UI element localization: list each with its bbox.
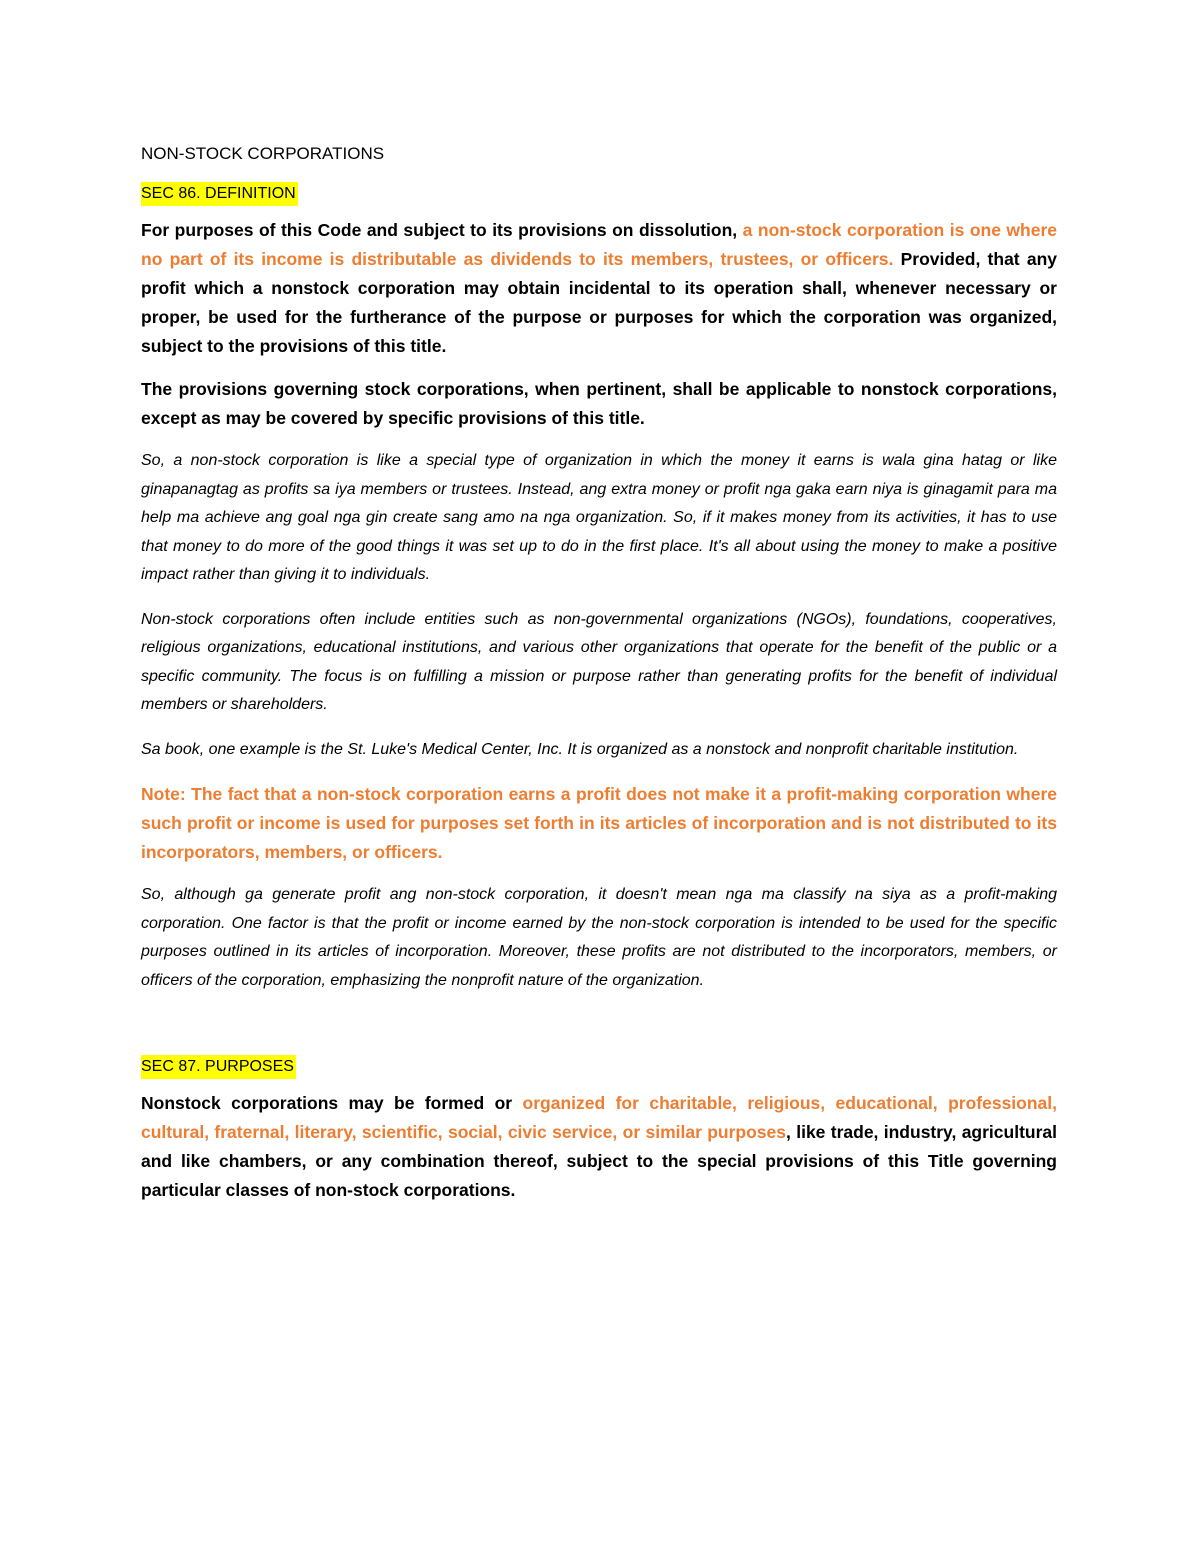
section-spacer xyxy=(141,1011,1057,1055)
sec87-label: SEC 87. PURPOSES xyxy=(141,1055,296,1079)
sec86-label: SEC 86. DEFINITION xyxy=(141,182,298,206)
document-page xyxy=(141,140,1057,1219)
sec87-purposes-rest: , like trade, industry, agricultural and like chambers, or any combination thereof, subject to the special provisions of this Title governing particular classes of non-stock corporations. xyxy=(141,1122,1058,1200)
sec86-definition-rest: Provided, that any profit which a nonstock corporation may obtain incidental to its operation shall, whenever necessary or proper, be used for the furtherance of the purpose or purposes for which the corporation was organized, subject to the provisions of this title. xyxy=(141,249,1057,356)
sec86-explanation-2: Non-stock corporations often include entities such as non-governmental organizations (NGOs), foundations, cooperatives, religious organizations, educational institutions, and various other organizations that operate for the benefit of the public or a specific community. The focus is on fulfilling a mission or purpose rather than generating profits for the benefit of individual members or shareholders. xyxy=(141,610,1057,713)
sec86-explanation-1: So, a non-stock corporation is like a special type of organization in which the money it earns is wala gina hatag or like ginapanagtag as profits sa iya members or trustees. Instead, ang extra money or profit nga gaka earn niya is ginagamit para ma help ma achieve ang goal nga gin create sang amo na nga organization. So, if it makes money from its activities, it has to use that money to do more of the good things it was set up to do in the first place. It's all about using the money to make a positive impact rather than giving it to individuals. xyxy=(141,452,1057,583)
sec86-applicability-paragraph: The provisions governing stock corporations, when pertinent, shall be applicable to nonstock corporations, except as may be covered by specific provisions of this title. xyxy=(141,379,1057,428)
sec87-purposes-lead: Nonstock corporations may be formed or xyxy=(141,1093,523,1113)
sec86-definition-lead: For purposes of this Code and subject to its provisions on dissolution, xyxy=(141,220,743,240)
sec86-section xyxy=(141,182,1057,995)
sec86-note: Note: The fact that a non-stock corporation earns a profit does not make it a profit-making corporation where such profit or income is used for purposes set forth in its articles of incorporation and is not distributed to its incorporators, members, or officers. xyxy=(141,784,1057,862)
sec86-definition-highlight: a non-stock corporation is one where no part of its income is distributable as dividends to its members, trustees, or officers. xyxy=(141,220,1058,269)
sec86-explanation-3: Sa book, one example is the St. Luke's Medical Center, Inc. It is organized as a nonstock and nonprofit charitable institution. xyxy=(141,740,1019,758)
sec87-section xyxy=(141,1055,1057,1205)
sec87-purposes-paragraph xyxy=(141,1089,1057,1205)
sec86-explanation-4: So, although ga generate profit ang non-stock corporation, it doesn't mean nga ma classify na siya as a profit-making corporation. One factor is that the profit or income earned by the non-stock corporation is intended to be used for the specific purposes outlined in its articles of incorporation. Moreover, these profits are not distributed to the incorporators, members, or officers of the corporation, emphasizing the nonprofit nature of the organization. xyxy=(141,886,1057,989)
sec87-purposes-highlight: organized for charitable, religious, educational, professional, cultural, fraternal, literary, scientific, social, civic service, or similar purposes xyxy=(141,1093,1057,1142)
sec86-definition-paragraph xyxy=(141,216,1057,361)
document-title: NON-STOCK CORPORATIONS xyxy=(141,144,385,163)
